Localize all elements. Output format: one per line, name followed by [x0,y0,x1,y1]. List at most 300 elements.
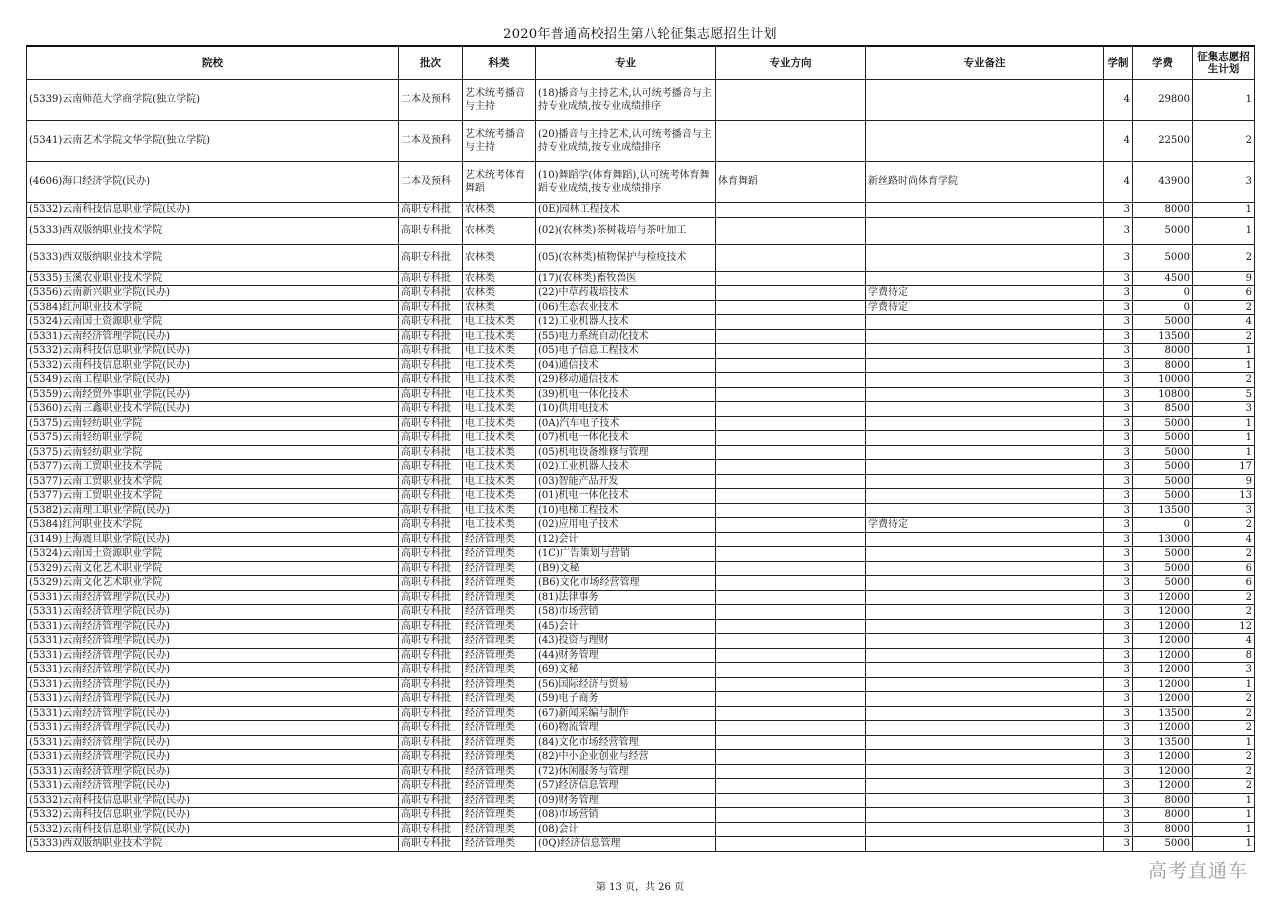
cell-category: 农林类 [463,286,536,301]
cell-tuition: 43900 [1133,162,1193,203]
cell-batch: 高职专科批 [399,387,463,402]
cell-batch: 高职专科批 [399,300,463,315]
cell-plan: 6 [1193,561,1255,576]
cell-category: 经济管理类 [463,706,536,721]
cell-tuition: 10000 [1133,373,1193,388]
cell-remark [866,634,1104,649]
header-years: 学制 [1104,46,1133,80]
cell-plan: 2 [1193,750,1255,765]
cell-remark [866,793,1104,808]
cell-major: (84)文化市场经营管理 [536,735,716,750]
cell-years: 3 [1104,203,1133,218]
cell-school: (5360)云南三鑫职业技术学院(民办) [27,402,399,417]
cell-remark [866,244,1104,271]
cell-major: (0Q)经济信息管理 [536,837,716,852]
cell-remark [866,619,1104,634]
cell-direction [716,203,866,218]
page-title: 2020年普通高校招生第八轮征集志愿招生计划 [503,27,777,42]
cell-school: (5341)云南艺术学院文华学院(独立学院) [27,121,399,162]
cell-plan: 2 [1193,329,1255,344]
cell-years: 3 [1104,387,1133,402]
header-tuition: 学费 [1133,46,1193,80]
cell-remark [866,358,1104,373]
table-row [27,373,1255,388]
cell-batch: 高职专科批 [399,489,463,504]
cell-years: 3 [1104,489,1133,504]
cell-category: 电工技术类 [463,518,536,533]
cell-category: 经济管理类 [463,663,536,678]
cell-category: 电工技术类 [463,315,536,330]
table-row [27,203,1255,218]
cell-direction [716,217,866,244]
cell-remark [866,547,1104,562]
cell-tuition: 8000 [1133,808,1193,823]
header-direction: 专业方向 [716,46,866,80]
cell-category: 经济管理类 [463,590,536,605]
page-footer: 第 13 页，共 26 页 [595,882,685,893]
table-row [27,735,1255,750]
cell-category: 经济管理类 [463,721,536,736]
cell-category: 艺术统考播音与主持 [463,80,536,121]
cell-category: 电工技术类 [463,387,536,402]
cell-major: (02)工业机器人技术 [536,460,716,475]
cell-plan: 8 [1193,648,1255,663]
cell-school: (5332)云南科技信息职业学院(民办) [27,203,399,218]
cell-school: (5324)云南国土资源职业学院 [27,547,399,562]
cell-category: 农林类 [463,271,536,286]
cell-plan: 2 [1193,721,1255,736]
cell-major: (1C)广告策划与营销 [536,547,716,562]
cell-years: 3 [1104,721,1133,736]
cell-direction [716,244,866,271]
cell-category: 经济管理类 [463,547,536,562]
cell-plan: 5 [1193,387,1255,402]
cell-years: 3 [1104,808,1133,823]
cell-major: (45)会计 [536,619,716,634]
cell-category: 电工技术类 [463,474,536,489]
cell-tuition: 5000 [1133,489,1193,504]
cell-tuition: 12000 [1133,634,1193,649]
cell-major: (05)电子信息工程技术 [536,344,716,359]
cell-category: 电工技术类 [463,402,536,417]
cell-years: 3 [1104,460,1133,475]
cell-plan: 1 [1193,358,1255,373]
cell-plan: 6 [1193,286,1255,301]
table-row [27,764,1255,779]
cell-tuition: 8500 [1133,402,1193,417]
cell-remark [866,663,1104,678]
table-row [27,416,1255,431]
table-row [27,605,1255,620]
cell-major: (39)机电一体化技术 [536,387,716,402]
cell-years: 3 [1104,822,1133,837]
cell-plan: 13 [1193,489,1255,504]
cell-category: 经济管理类 [463,808,536,823]
cell-batch: 高职专科批 [399,244,463,271]
table-row [27,808,1255,823]
cell-remark [866,532,1104,547]
cell-major: (03)智能产品开发 [536,474,716,489]
cell-plan: 2 [1193,373,1255,388]
cell-batch: 高职专科批 [399,503,463,518]
table-row [27,80,1255,121]
cell-tuition: 12000 [1133,721,1193,736]
table-row [27,162,1255,203]
cell-plan: 1 [1193,808,1255,823]
cell-category: 经济管理类 [463,648,536,663]
cell-plan: 1 [1193,735,1255,750]
cell-remark [866,721,1104,736]
cell-batch: 高职专科批 [399,344,463,359]
cell-years: 4 [1104,80,1133,121]
table-row [27,634,1255,649]
cell-plan: 2 [1193,547,1255,562]
cell-tuition: 0 [1133,300,1193,315]
cell-major: (55)电力系统自动化技术 [536,329,716,344]
cell-years: 3 [1104,605,1133,620]
cell-batch: 二本及预科 [399,121,463,162]
cell-school: (4606)海口经济学院(民办) [27,162,399,203]
cell-years: 3 [1104,634,1133,649]
cell-years: 4 [1104,121,1133,162]
cell-major: (43)投资与理财 [536,634,716,649]
cell-category: 电工技术类 [463,373,536,388]
cell-school: (5331)云南经济管理学院(民办) [27,735,399,750]
cell-plan: 1 [1193,344,1255,359]
cell-direction [716,121,866,162]
table-row [27,387,1255,402]
cell-remark [866,692,1104,707]
cell-years: 3 [1104,416,1133,431]
cell-direction [716,460,866,475]
table-row [27,561,1255,576]
cell-plan: 3 [1193,162,1255,203]
header-school: 院校 [27,46,399,80]
cell-plan: 17 [1193,460,1255,475]
cell-category: 农林类 [463,203,536,218]
cell-major: (18)播音与主持艺术,认可统考播音与主持专业成绩,按专业成绩排序 [536,80,716,121]
cell-tuition: 5000 [1133,431,1193,446]
cell-school: (5377)云南工贸职业技术学院 [27,474,399,489]
cell-tuition: 29800 [1133,80,1193,121]
table-row [27,474,1255,489]
cell-plan: 1 [1193,677,1255,692]
cell-years: 3 [1104,300,1133,315]
cell-plan: 9 [1193,271,1255,286]
cell-tuition: 12000 [1133,779,1193,794]
cell-direction [716,315,866,330]
table-row [27,779,1255,794]
cell-plan: 2 [1193,590,1255,605]
cell-school: (5331)云南经济管理学院(民办) [27,692,399,707]
cell-category: 电工技术类 [463,489,536,504]
cell-school: (5331)云南经济管理学院(民办) [27,648,399,663]
table-row [27,503,1255,518]
cell-major: (29)移动通信技术 [536,373,716,388]
cell-years: 3 [1104,547,1133,562]
cell-tuition: 5000 [1133,315,1193,330]
cell-plan: 1 [1193,445,1255,460]
cell-remark [866,648,1104,663]
cell-category: 农林类 [463,300,536,315]
cell-batch: 高职专科批 [399,663,463,678]
cell-major: (56)国际经济与贸易 [536,677,716,692]
cell-remark [866,590,1104,605]
cell-category: 电工技术类 [463,503,536,518]
table-row [27,547,1255,562]
table-row [27,518,1255,533]
cell-plan: 4 [1193,315,1255,330]
cell-category: 经济管理类 [463,692,536,707]
cell-batch: 高职专科批 [399,518,463,533]
cell-direction [716,532,866,547]
cell-batch: 高职专科批 [399,445,463,460]
cell-years: 3 [1104,344,1133,359]
cell-plan: 2 [1193,706,1255,721]
cell-school: (5332)云南科技信息职业学院(民办) [27,358,399,373]
cell-years: 3 [1104,244,1133,271]
cell-category: 艺术统考体育舞蹈 [463,162,536,203]
cell-remark [866,445,1104,460]
cell-direction [716,750,866,765]
cell-school: (5332)云南科技信息职业学院(民办) [27,344,399,359]
cell-tuition: 22500 [1133,121,1193,162]
cell-major: (02)应用电子技术 [536,518,716,533]
cell-tuition: 8000 [1133,793,1193,808]
cell-remark [866,460,1104,475]
cell-plan: 2 [1193,605,1255,620]
cell-major: (B6)文化市场经营管理 [536,576,716,591]
cell-years: 3 [1104,764,1133,779]
cell-batch: 高职专科批 [399,619,463,634]
cell-years: 3 [1104,663,1133,678]
watermark: 高考直通车 [1147,860,1248,882]
cell-school: (5359)云南经贸外事职业学院(民办) [27,387,399,402]
cell-tuition: 5000 [1133,445,1193,460]
cell-tuition: 12000 [1133,677,1193,692]
cell-school: (5331)云南经济管理学院(民办) [27,677,399,692]
cell-direction [716,677,866,692]
cell-tuition: 0 [1133,518,1193,533]
header-major: 专业 [536,46,716,80]
cell-major: (81)法律事务 [536,590,716,605]
table-row [27,402,1255,417]
cell-batch: 高职专科批 [399,547,463,562]
cell-school: (5331)云南经济管理学院(民办) [27,721,399,736]
cell-school: (5331)云南经济管理学院(民办) [27,663,399,678]
cell-remark [866,706,1104,721]
cell-school: (5331)云南经济管理学院(民办) [27,634,399,649]
cell-major: (12)会计 [536,532,716,547]
cell-remark [866,561,1104,576]
cell-tuition: 13500 [1133,735,1193,750]
cell-batch: 高职专科批 [399,648,463,663]
cell-remark [866,489,1104,504]
cell-remark [866,750,1104,765]
cell-school: (5339)云南师范大学商学院(独立学院) [27,80,399,121]
cell-direction [716,561,866,576]
cell-school: (5375)云南轻纺职业学院 [27,431,399,446]
cell-batch: 高职专科批 [399,750,463,765]
cell-major: (0A)汽车电子技术 [536,416,716,431]
plan-table [26,45,1255,852]
cell-batch: 高职专科批 [399,735,463,750]
cell-plan: 2 [1193,779,1255,794]
cell-remark: 学费待定 [866,518,1104,533]
table-row [27,431,1255,446]
cell-tuition: 8000 [1133,358,1193,373]
cell-major: (82)中小企业创业与经营 [536,750,716,765]
cell-remark [866,503,1104,518]
table-row [27,358,1255,373]
cell-plan: 4 [1193,634,1255,649]
cell-batch: 高职专科批 [399,460,463,475]
cell-years: 3 [1104,619,1133,634]
cell-tuition: 13500 [1133,329,1193,344]
cell-category: 经济管理类 [463,837,536,852]
table-row [27,619,1255,634]
cell-batch: 高职专科批 [399,793,463,808]
cell-remark [866,387,1104,402]
cell-school: (5384)红河职业技术学院 [27,518,399,533]
cell-remark [866,808,1104,823]
cell-plan: 1 [1193,203,1255,218]
cell-category: 经济管理类 [463,793,536,808]
cell-direction [716,793,866,808]
cell-remark [866,605,1104,620]
cell-plan: 2 [1193,692,1255,707]
cell-school: (5335)玉溪农业职业技术学院 [27,271,399,286]
cell-years: 3 [1104,750,1133,765]
cell-school: (5333)西双版纳职业技术学院 [27,244,399,271]
cell-tuition: 8000 [1133,203,1193,218]
cell-direction [716,300,866,315]
cell-tuition: 13000 [1133,532,1193,547]
cell-remark: 学费待定 [866,286,1104,301]
cell-school: (5331)云南经济管理学院(民办) [27,619,399,634]
table-header-row [27,46,1255,80]
cell-batch: 高职专科批 [399,532,463,547]
cell-school: (5377)云南工贸职业技术学院 [27,489,399,504]
cell-tuition: 4500 [1133,271,1193,286]
cell-direction [716,518,866,533]
cell-direction [716,576,866,591]
cell-remark [866,315,1104,330]
cell-major: (58)市场营销 [536,605,716,620]
cell-direction [716,547,866,562]
cell-direction [716,648,866,663]
cell-remark [866,474,1104,489]
cell-major: (06)生态农业技术 [536,300,716,315]
cell-years: 3 [1104,590,1133,605]
cell-years: 3 [1104,217,1133,244]
table-row [27,344,1255,359]
table-row [27,648,1255,663]
cell-major: (07)机电一体化技术 [536,431,716,446]
cell-direction [716,721,866,736]
cell-years: 3 [1104,271,1133,286]
table-row [27,286,1255,301]
table-body [27,80,1255,852]
cell-plan: 9 [1193,474,1255,489]
cell-direction [716,692,866,707]
cell-plan: 1 [1193,416,1255,431]
cell-years: 3 [1104,431,1133,446]
cell-tuition: 13500 [1133,706,1193,721]
table-row [27,460,1255,475]
cell-school: (5333)西双版纳职业技术学院 [27,217,399,244]
cell-major: (44)财务管理 [536,648,716,663]
cell-major: (10)供用电技术 [536,402,716,417]
cell-major: (09)财务管理 [536,793,716,808]
cell-category: 电工技术类 [463,344,536,359]
cell-years: 3 [1104,445,1133,460]
cell-direction [716,619,866,634]
table-row [27,271,1255,286]
cell-category: 经济管理类 [463,750,536,765]
cell-category: 经济管理类 [463,822,536,837]
cell-direction [716,474,866,489]
cell-batch: 高职专科批 [399,315,463,330]
cell-batch: 高职专科批 [399,203,463,218]
cell-years: 3 [1104,358,1133,373]
cell-direction: 体育舞蹈 [716,162,866,203]
cell-years: 3 [1104,329,1133,344]
cell-tuition: 5000 [1133,576,1193,591]
cell-plan: 3 [1193,402,1255,417]
cell-major: (67)新闻采编与制作 [536,706,716,721]
cell-major: (08)市场营销 [536,808,716,823]
cell-direction [716,329,866,344]
cell-plan: 2 [1193,244,1255,271]
cell-direction [716,80,866,121]
cell-remark [866,373,1104,388]
cell-remark [866,779,1104,794]
header-batch: 批次 [399,46,463,80]
cell-category: 电工技术类 [463,431,536,446]
cell-school: (5329)云南文化艺术职业学院 [27,561,399,576]
cell-direction [716,706,866,721]
cell-tuition: 5000 [1133,416,1193,431]
cell-school: (5333)西双版纳职业技术学院 [27,837,399,852]
cell-school: (5382)云南理工职业学院(民办) [27,503,399,518]
cell-tuition: 12000 [1133,590,1193,605]
cell-remark [866,217,1104,244]
cell-years: 3 [1104,518,1133,533]
cell-remark: 学费待定 [866,300,1104,315]
cell-direction [716,663,866,678]
cell-batch: 高职专科批 [399,721,463,736]
cell-direction [716,634,866,649]
table-row [27,315,1255,330]
cell-category: 电工技术类 [463,416,536,431]
cell-plan: 1 [1193,822,1255,837]
cell-direction [716,373,866,388]
cell-category: 经济管理类 [463,619,536,634]
table-row [27,121,1255,162]
cell-direction [716,764,866,779]
cell-remark [866,576,1104,591]
cell-remark: 新丝路时尚体育学院 [866,162,1104,203]
cell-direction [716,779,866,794]
cell-remark [866,203,1104,218]
table-row [27,793,1255,808]
cell-major: (01)机电一体化技术 [536,489,716,504]
table-row [27,576,1255,591]
cell-batch: 高职专科批 [399,779,463,794]
cell-major: (10)电梯工程技术 [536,503,716,518]
cell-batch: 高职专科批 [399,634,463,649]
